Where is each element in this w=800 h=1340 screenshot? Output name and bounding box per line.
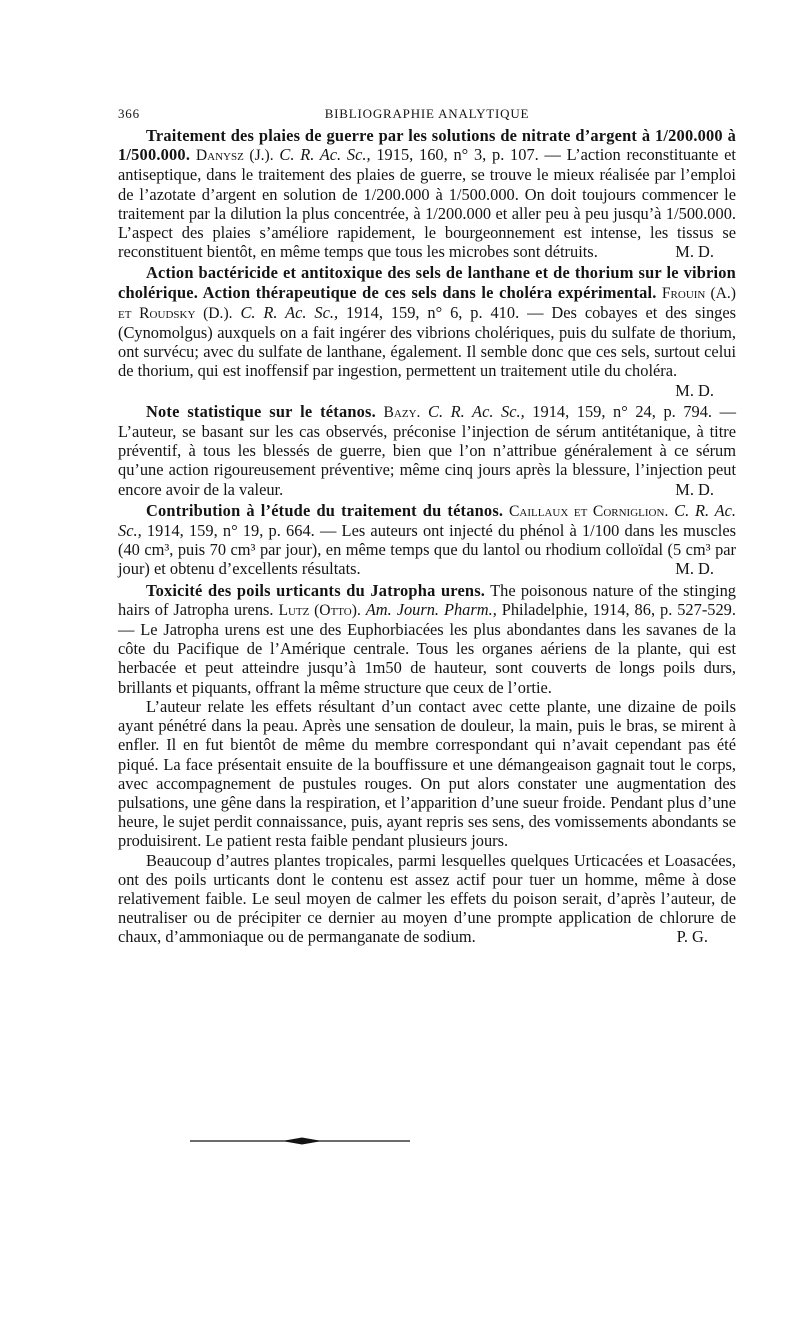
entry-signature: M. D. — [675, 242, 714, 262]
entry-journal: C. R. Ac. Sc., — [118, 500, 736, 541]
entry-title: Note statistique sur le tétanos. — [146, 401, 376, 421]
entry-title: Traitement des plaies de guerre par les solutions de nitrate d’argent à 1/200.000 à 1/500.000. — [118, 126, 736, 165]
entry-signature: M. D. — [675, 479, 714, 499]
entry-reference: 1914, 159, n° 19, p. 664. — [146, 521, 315, 541]
entry-journal: C. R. Ac. Sc., — [279, 145, 371, 165]
entry-journal: Am. Journ. Pharm., — [365, 599, 497, 619]
abstract-entry — [118, 501, 736, 579]
entry-signature: P. G. — [676, 927, 708, 947]
entry-signature: M. D. — [675, 559, 714, 579]
entry-reference: 1914, 159, n° 24, p. 794. — [532, 401, 713, 421]
running-title: BIBLIOGRAPHIE ANALYTIQUE — [324, 106, 530, 121]
entry-journal: C. R. Ac. Sc., — [428, 401, 525, 421]
entry-journal: C. R. Ac. Sc., — [240, 302, 339, 322]
entry-reference: 1915, 160, n° 3, p. 107. — [376, 145, 539, 165]
abstract-entry — [118, 126, 736, 261]
abstract-entry — [118, 581, 736, 947]
entry-subtitle: The poisonous nature of the stinging hairs of Jatropha urens. — [118, 580, 736, 619]
entry-signature: M. D. — [675, 380, 714, 400]
entry-paragraph: L’auteur relate les effets résultant d’un contact avec cette plante, une dizaine de poils ayant pénétré dans la peau. Après une sensation de douleur, la main, puis le bras, se mirent à enfler. Il en fut bientôt de même du membre correspondant qui n’avait cependant pas été piqué. La face présentait ensuite de la bouffissure et une démangeaison gagnait tout le corps, avec accompagnement de pustules rouges. On put alors constater une augmentation des pulsations, une gêne dans la respiration, et l’apparition d’une sueur froide. Pendant plus d’une heure, le sujet perdit connaissance, puis, ayant repris ses sens, des vomissements abondants se produisirent. Le patient resta faible pendant plusieurs jours. — [118, 696, 736, 851]
entry-author: Frouin (A.) et Roudsky (D.). — [118, 284, 736, 322]
entry-body: — L’action reconstituante et antiseptique, dans le traitement des plaies de guerre, se trouve le mieux réalisée par l’emploi de l’azotate d’argent en solution de 1/200.000 à 1/500.000. On doit toujours commencer le traitement par la dilution la plus concentrée, à 1/200.000 et aller peu à peu jusqu’à 1/500.000. L’aspect des plaies s’améliore rapidement, le bourgeonnement est intense, les tissus se reconstituent bientôt, en même temps que tous les microbes sont détruits. — [118, 145, 736, 262]
entry-title: Toxicité des poils urticants du Jatropha urens. — [146, 580, 486, 600]
page — [118, 102, 736, 949]
entry-title: Contribution à l’étude du traitement du tétanos. — [146, 500, 504, 520]
entry-title: Action bactéricide et antitoxique des sels de lanthane et de thorium sur le vibrion cholérique. Action thérapeutique de ces sels dans le choléra expérimental. — [118, 263, 736, 302]
abstract-entry — [118, 402, 736, 499]
entry-author: Bazy. — [383, 403, 421, 421]
entry-body: — L’auteur, se basant sur les cas observés, préconise l’injection de sérum antitétanique, à titre préventif, à tous les blessés de guerre, bien que l’on n’attribue généralement à ce sérum qu’une action rigoureusement préventive; même cinq jours après la blessure, l’injection peut encore avoir de la valeur. — [118, 401, 736, 499]
entry-author: Lutz (Otto). — [278, 601, 361, 619]
entry-author: Danysz (J.). — [195, 147, 274, 165]
entry-body: — Les auteurs ont injecté du phénol à 1/100 dans les muscles (40 cm³, puis 70 cm³ par jour), en même temps que du lantol ou rhodium colloïdal (5 cm³ par jour) et obtenu d’excellents résultats. — [118, 521, 736, 579]
entry-body: — Le Jatropha urens est une des Euphorbiacées les plus abondantes dans les savanes de la côte du Pacifique de l’Amérique centrale. Tous les organes aériens de la plante, qui est herbacée et peut atteindre jusqu’à 1m50 de hauteur, sont couverts de longs poils durs, brillants et piquants, offrant la même structure que ceux de l’ortie. — [118, 620, 736, 697]
abstract-entry — [118, 263, 736, 399]
page-header — [118, 102, 736, 126]
entry-paragraph: Beaucoup d’autres plantes tropicales, parmi lesquelles quelques Urticacées et Loasacées, ont des poils urticants dont le contenu est assez actif pour tuer un homme, même à dose relativement faible. Le seul moyen de calmer les effets du poison serait, d’après l’auteur, de neutraliser ou de précipiter ce dernier au moyen d’une prompte application de chlorure de chaux, d’ammoniaque ou de permanganate de sodium. — [118, 850, 736, 947]
entry-body: — Des cobayes et des singes (Cynomolgus) auxquels on a fait ingérer des vibrions cholériques, puis du sulfate de thorium, ont survécu; avec du sulfate de lanthane, également. Il semble donc que ces sels, surtout celui de thorium, qui est inoffensif par ingestion, permettent un traitement utile du choléra. — [118, 302, 736, 381]
page-number: 366 — [118, 106, 140, 121]
entry-author: Caillaux et Corniglion. — [509, 502, 669, 520]
entry-reference: Philadelphie, 1914, 86, p. 527-529. — [501, 599, 736, 619]
entry-reference: 1914, 159, n° 6, p. 410. — [346, 302, 520, 322]
end-ornament-rule — [190, 1137, 410, 1145]
